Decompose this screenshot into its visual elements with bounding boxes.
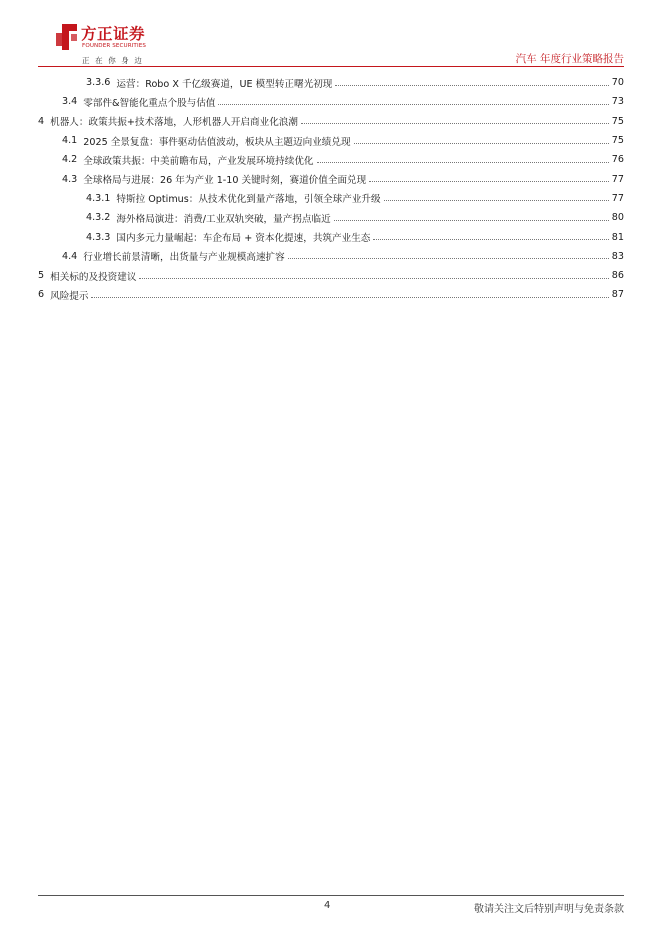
- logo-mark-icon: [55, 22, 79, 52]
- toc-entry[interactable]: [38, 266, 624, 285]
- toc-entry[interactable]: [38, 73, 624, 92]
- toc-entry-page: 75: [611, 115, 624, 127]
- footer-divider: [38, 895, 624, 896]
- toc-entry-page: 77: [611, 192, 624, 204]
- toc-entry[interactable]: [38, 131, 624, 150]
- toc-entry[interactable]: [38, 150, 624, 169]
- toc-entry-number: 3.4: [62, 96, 78, 108]
- toc-entry-title: 相关标的及投资建议: [50, 271, 137, 283]
- toc-dot-leader: [317, 153, 609, 163]
- toc-entry-title: 风险提示: [50, 290, 89, 302]
- toc-entry-number: 4.2: [62, 154, 78, 166]
- footer-page-number: 4: [324, 900, 331, 911]
- report-title: 汽车 年度行业策略报告: [515, 53, 624, 65]
- toc-entry-title: 行业增长前景清晰，出货量与产业规模高速扩容: [83, 252, 285, 264]
- toc-entry-number: 5: [38, 270, 45, 282]
- toc-dot-leader: [91, 288, 608, 298]
- toc-dot-leader: [335, 76, 608, 86]
- toc-entry-page: 73: [611, 96, 624, 108]
- toc-entry-page: 83: [611, 250, 624, 262]
- toc-entry-title: 全球政策共振：中美前瞻布局，产业发展环境持续优化: [83, 155, 314, 167]
- toc-entry[interactable]: [38, 112, 624, 131]
- toc-entry[interactable]: [38, 285, 624, 304]
- toc-entry-page: 87: [611, 289, 624, 301]
- toc-dot-leader: [354, 134, 609, 144]
- toc-entry-number: 4.4: [62, 250, 78, 262]
- toc-dot-leader: [288, 249, 609, 259]
- toc-entry-number: 4.3.2: [86, 212, 111, 224]
- founder-securities-logo: [55, 22, 175, 66]
- header-divider: [38, 66, 624, 67]
- footer-disclaimer: 敬请关注文后特别声明与免责条款: [474, 904, 624, 915]
- toc-dot-leader: [218, 95, 608, 105]
- toc-dot-leader: [369, 172, 609, 182]
- logo-english-name: FOUNDER SECURITIES: [82, 43, 146, 49]
- toc-entry-number: 4.3: [62, 173, 78, 185]
- toc-entry[interactable]: [38, 189, 624, 208]
- toc-dot-leader: [139, 269, 608, 279]
- page-header: [0, 0, 662, 70]
- toc-entry-page: 86: [611, 270, 624, 282]
- toc-dot-leader: [384, 191, 609, 201]
- logo-chinese-name: 方正证券: [81, 25, 146, 43]
- toc-entry-title: 2025 全景复盘：事件驱动估值波动，板块从主题迈向业绩兑现: [83, 136, 351, 148]
- toc-dot-leader: [301, 114, 609, 124]
- toc-entry-title: 特斯拉 Optimus：从技术优化到量产落地，引领全球产业升级: [116, 194, 381, 206]
- toc-entry-number: 4.3.3: [86, 231, 111, 243]
- toc-entry-number: 4: [38, 115, 45, 127]
- toc-entry-title: 机器人：政策共振+技术落地，人形机器人开启商业化浪潮: [50, 117, 298, 129]
- toc-dot-leader: [373, 230, 608, 240]
- toc-entry[interactable]: [38, 227, 624, 246]
- toc-entry[interactable]: [38, 92, 624, 111]
- toc-entry-page: 80: [611, 212, 624, 224]
- table-of-contents: [38, 73, 624, 305]
- toc-entry-page: 77: [611, 173, 624, 185]
- toc-dot-leader: [334, 211, 609, 221]
- toc-entry-page: 70: [611, 77, 624, 89]
- toc-entry-title: 海外格局演进：消费/工业双轨突破，量产拐点临近: [116, 213, 331, 225]
- toc-entry-number: 3.3.6: [86, 77, 111, 89]
- toc-entry-number: 4.1: [62, 135, 78, 147]
- toc-entry-number: 4.3.1: [86, 192, 111, 204]
- logo-slogan: 正在你身边: [82, 56, 148, 65]
- toc-entry[interactable]: [38, 208, 624, 227]
- toc-entry-page: 75: [611, 135, 624, 147]
- toc-entry[interactable]: [38, 169, 624, 188]
- toc-entry-number: 6: [38, 289, 45, 301]
- toc-entry-title: 零部件&智能化重点个股与估值: [83, 97, 216, 109]
- toc-entry-title: 全球格局与进展：26 年为产业 1-10 关键时刻，赛道价值全面兑现: [83, 175, 367, 187]
- toc-entry-title: 运营：Robo X 千亿级赛道，UE 模型转正曙光初现: [116, 78, 333, 90]
- toc-entry-page: 76: [611, 154, 624, 166]
- toc-entry[interactable]: [38, 247, 624, 266]
- toc-entry-page: 81: [611, 231, 624, 243]
- toc-entry-title: 国内多元力量崛起：车企布局 + 资本化提速，共筑产业生态: [116, 233, 371, 245]
